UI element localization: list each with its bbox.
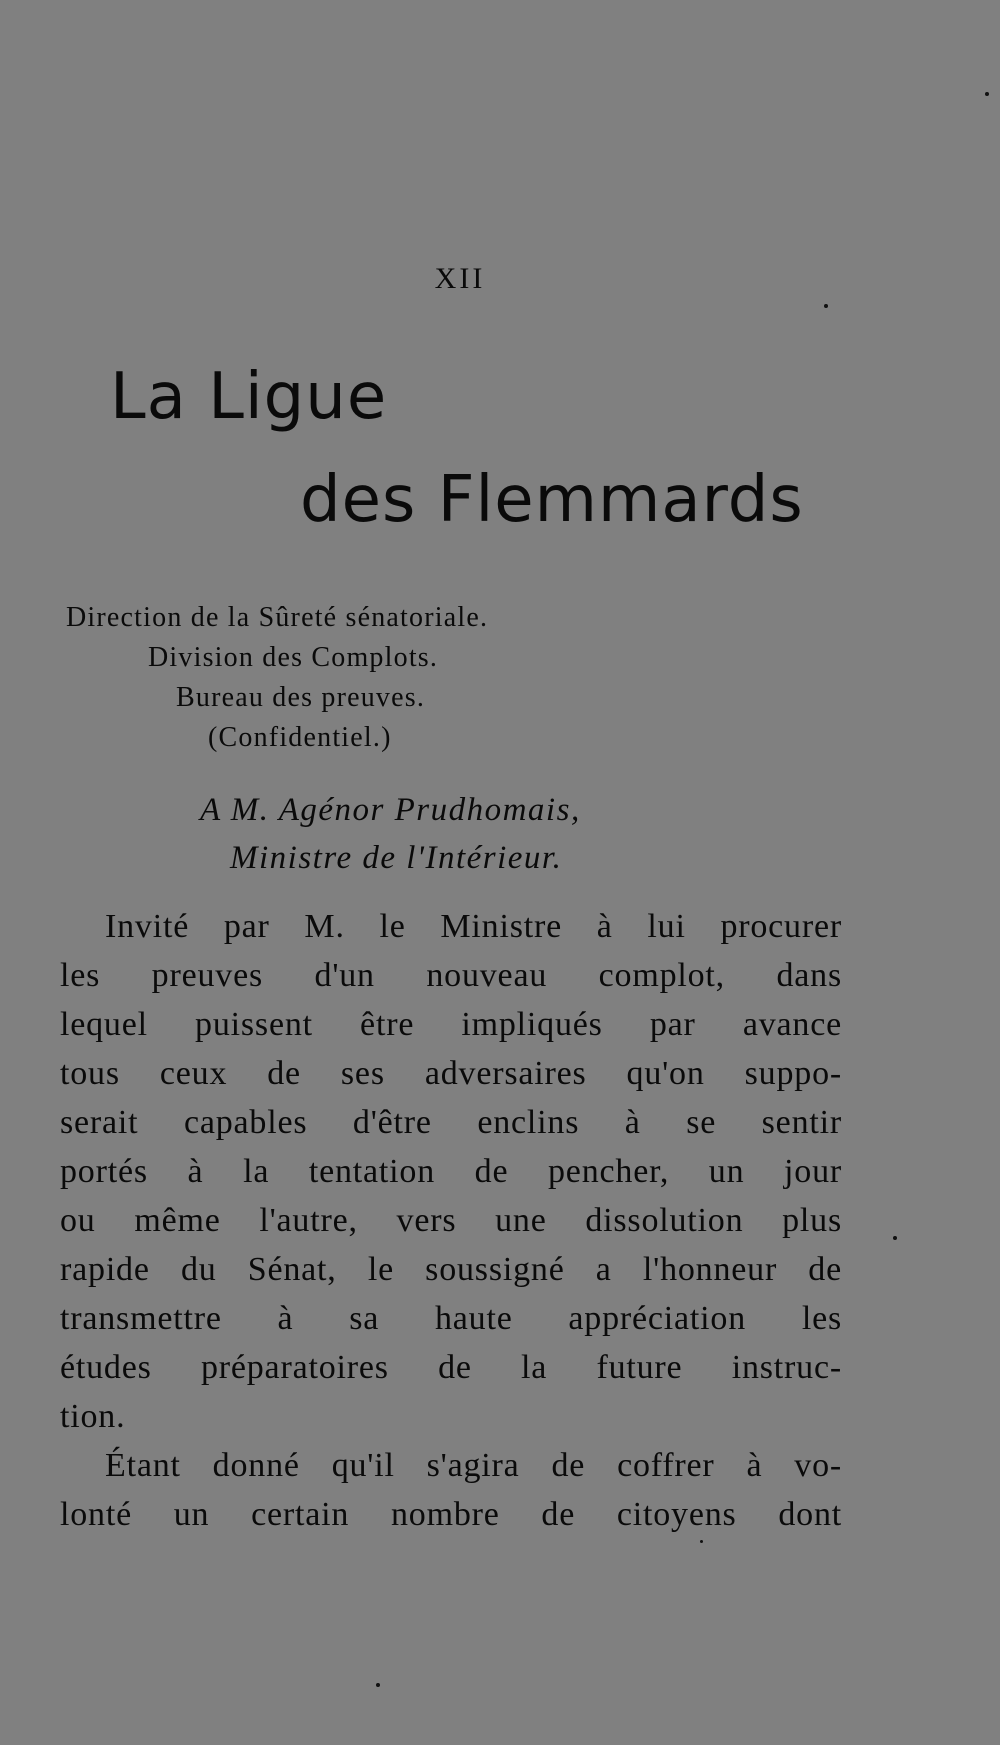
body-line: tous ceux de ses adversaires qu'on suppo-: [60, 1055, 842, 1092]
body-line: Invité par M. le Ministre à lui procurer: [105, 908, 842, 945]
header-line: (Confidentiel.): [208, 722, 392, 753]
body-line: lonté un certain nombre de citoyens dont: [60, 1496, 842, 1533]
addressee-line: A M. Agénor Prudhomais,: [200, 792, 581, 828]
body-line: études préparatoires de la future instruc-: [60, 1349, 842, 1386]
body-line: ou même l'autre, vers une dissolution plus: [60, 1202, 842, 1239]
body-line: tion.: [60, 1398, 126, 1435]
body-text: [60, 902, 842, 1539]
addressee-line: Ministre de l'Intérieur.: [230, 840, 563, 876]
body-line: lequel puissent être impliqués par avance: [60, 1006, 842, 1043]
header-line: Division des Complots.: [148, 642, 439, 673]
scan-speck: [893, 1236, 897, 1240]
body-line: rapide du Sénat, le soussigné a l'honneur de: [60, 1251, 842, 1288]
body-line: Étant donné qu'il s'agira de coffrer à vo-: [105, 1447, 842, 1484]
scan-speck: [376, 1683, 380, 1687]
scan-speck: [985, 92, 989, 96]
chapter-title-line-1: La Ligue: [110, 360, 388, 434]
scan-speck: [700, 1540, 703, 1543]
body-line: transmettre à sa haute appréciation les: [60, 1300, 842, 1337]
body-line: serait capables d'être enclins à se sentir: [60, 1104, 842, 1141]
header-line: Direction de la Sûreté sénatoriale.: [66, 602, 489, 633]
chapter-number: XII: [434, 262, 486, 295]
scan-speck: [824, 304, 828, 308]
chapter-title-line-2: des Flemmards: [300, 463, 804, 537]
body-line: portés à la tentation de pencher, un jour: [60, 1153, 842, 1190]
header-line: Bureau des preuves.: [176, 682, 426, 713]
body-line: les preuves d'un nouveau complot, dans: [60, 957, 842, 994]
